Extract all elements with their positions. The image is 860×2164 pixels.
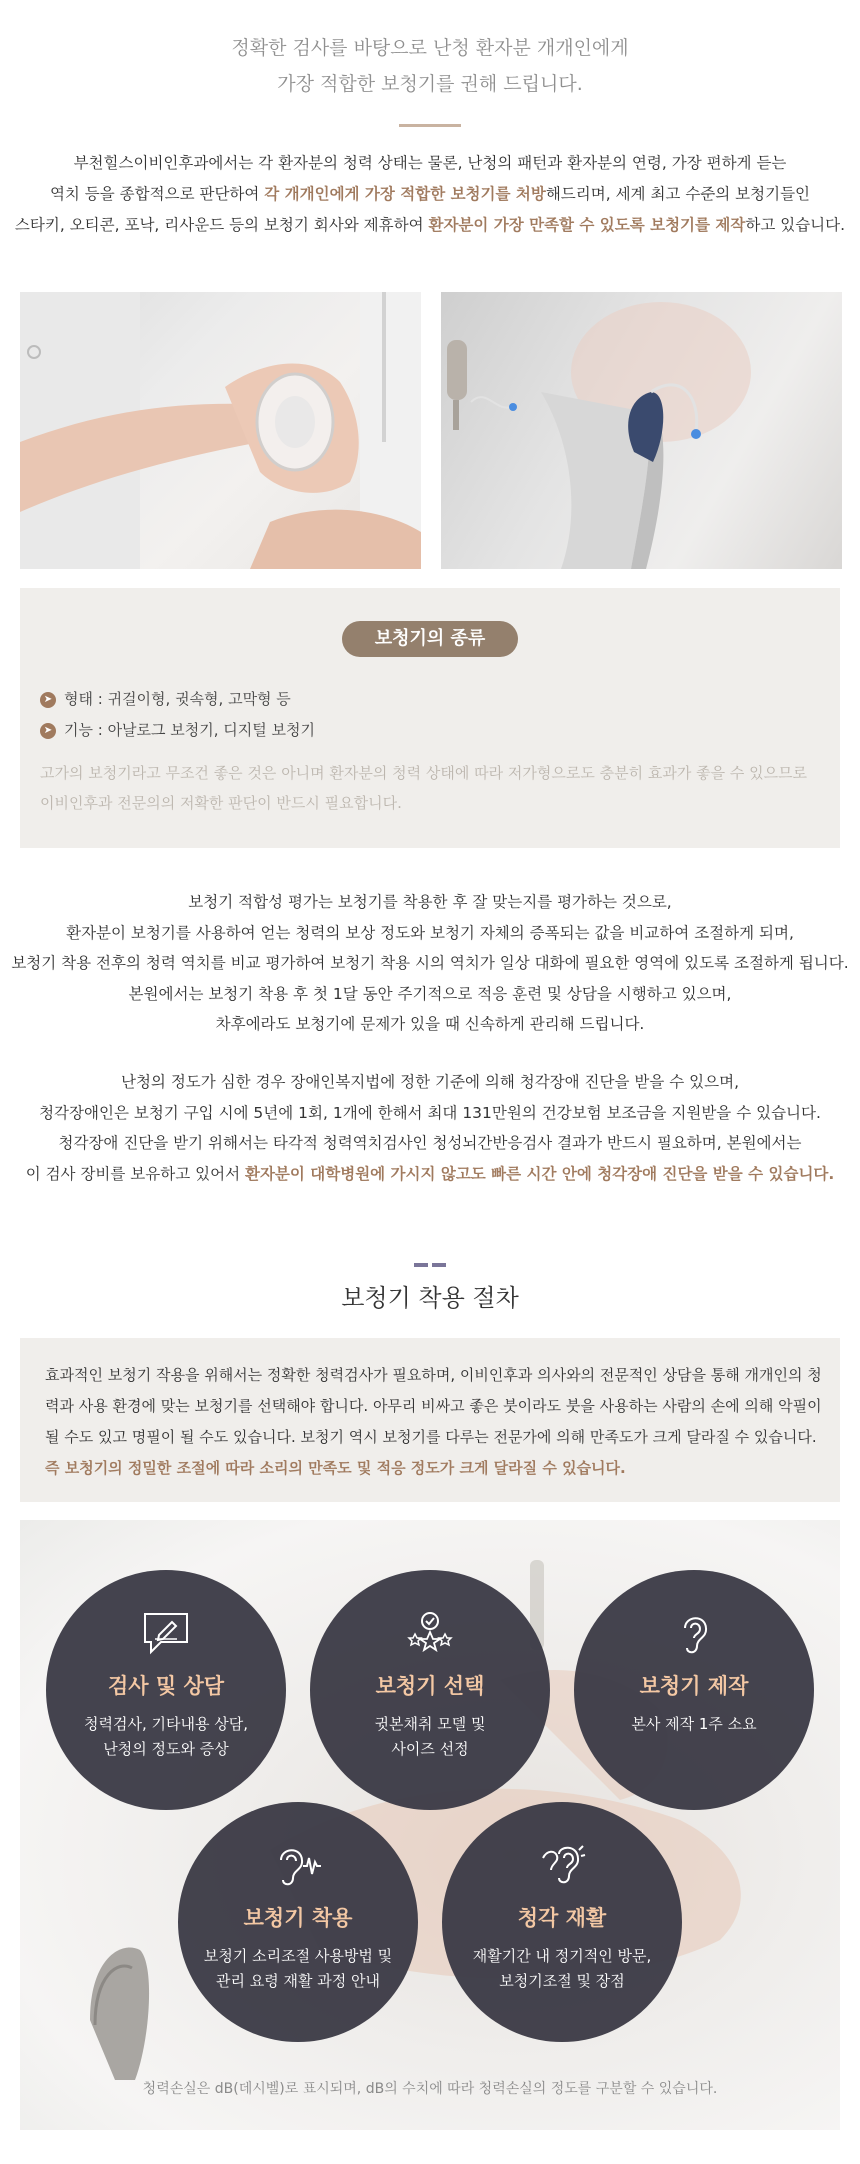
step-desc bbox=[178, 1944, 418, 1994]
hearing-aid-types-box bbox=[20, 588, 840, 848]
step-circle bbox=[310, 1570, 550, 1810]
step-circle bbox=[442, 1802, 682, 2042]
step-desc-line: 재활기간 내 정기적인 방문, bbox=[472, 1947, 652, 1965]
paragraph-text: 이 검사 장비를 보유하고 있어서 bbox=[25, 1164, 245, 1183]
step-desc bbox=[46, 1712, 286, 1762]
intro-text: 해드리며, 세계 최고 수준의 보청기들인 bbox=[545, 185, 811, 203]
step-circle bbox=[178, 1802, 418, 2042]
step-title: 청각 재활 bbox=[517, 1906, 607, 1930]
intro-highlight: 환자분이 가장 만족할 수 있도록 보청기를 제작 bbox=[428, 216, 746, 234]
intro-text: 스타키, 오티콘, 포낙, 리사운드 등의 보청기 회사와 제휴하여 bbox=[14, 216, 429, 234]
procedure-body: 효과적인 보청기 작용을 위해서는 정확한 청력검사가 필요하며, 이비인후과 의사와의 전문적인 상담을 통해 개개인의 청력과 사용 환경에 맞는 보청기를 선택해야 합니다. 아무리 비싸고 좋은 붓이라도 붓을 사용하는 사람의 손에 의해 악필이 될 수도 있고 명필이 될 수도 있습니다. 보청기 역시 보청기를 다루는 전문가에 의해 만족도가 크게 달라질 수 있습니다. bbox=[45, 1366, 822, 1446]
step-circle bbox=[46, 1570, 286, 1810]
procedure-title: 보청기 착용 절차 bbox=[341, 1284, 519, 1312]
support-paragraph bbox=[0, 1067, 860, 1189]
intro-body-line bbox=[0, 210, 860, 241]
step-circle bbox=[574, 1570, 814, 1810]
rating-stars-icon bbox=[405, 1608, 455, 1658]
step-title: 보청기 선택 bbox=[375, 1674, 485, 1698]
step-desc-line: 청력검사, 기타내용 상담, bbox=[84, 1715, 248, 1733]
type-item bbox=[40, 688, 291, 710]
procedure-box bbox=[20, 1338, 840, 1502]
chat-edit-icon bbox=[141, 1608, 191, 1658]
step-desc bbox=[310, 1712, 550, 1762]
intro-title bbox=[0, 30, 860, 102]
intro-body bbox=[0, 148, 860, 241]
hands-ear-mold-illustration bbox=[20, 292, 421, 569]
ear-rehab-icon bbox=[537, 1840, 587, 1890]
step-desc bbox=[574, 1712, 814, 1737]
paragraph-line: 보청기 적합성 평가는 보청기를 착용한 후 잘 맞는지를 평가하는 것으로, bbox=[188, 893, 672, 911]
step-desc-line: 귓본채취 모델 및 bbox=[374, 1715, 486, 1733]
hearing-wave-icon bbox=[273, 1840, 323, 1890]
intro-text: 역치 등을 종합적으로 판단하여 bbox=[49, 185, 265, 203]
hearing-aid-stand-illustration bbox=[441, 292, 842, 569]
paragraph-line: 보청기 착용 전후의 청력 역치를 비교 평가하여 보청기 착용 시의 역치가 일상 대화에 필요한 영역에 있도록 조절하게 됩니다. bbox=[11, 954, 849, 972]
intro-highlight: 각 개개인에게 가장 적합한 보청기를 처방 bbox=[264, 185, 546, 203]
step-title: 보청기 제작 bbox=[639, 1674, 749, 1698]
type-item bbox=[40, 719, 315, 741]
procedure-steps bbox=[20, 1520, 840, 2130]
section-mark bbox=[432, 1263, 446, 1267]
types-note-line: 이비인후과 전문의의 저확한 판단이 반드시 필요합니다. bbox=[40, 794, 402, 812]
paragraph-line: 환자분이 보청기를 사용하여 얻는 청력의 보상 정도와 보청기 자체의 증폭되는 값을 비교하여 조절하게 되며, bbox=[66, 923, 794, 942]
types-note bbox=[40, 758, 820, 818]
photo-hearing-aid bbox=[441, 292, 842, 569]
intro-divider bbox=[399, 124, 461, 127]
procedure-text bbox=[45, 1360, 825, 1484]
paragraph-highlight: 환자분이 대학병원에 가시지 않고도 빠른 시간 안에 청각장애 진단을 받을 수 있습니다. bbox=[244, 1164, 835, 1183]
paragraph-line: 청각장애 진단을 받기 위해서는 타각적 청력역치검사인 청성뇌간반응검사 결과가 반드시 필요하며, 본원에서는 bbox=[58, 1134, 802, 1152]
type-item-label: 형태 : 귀걸이형, 귓속형, 고막형 등 bbox=[64, 690, 291, 708]
step-desc-line: 사이즈 선정 bbox=[391, 1740, 469, 1758]
step-desc-line: 보청기 소리조절 사용방법 및 bbox=[203, 1947, 393, 1965]
photo-ear-mold bbox=[20, 292, 421, 569]
step-desc-line: 관리 요령 재활 과정 안내 bbox=[216, 1972, 380, 1990]
step-title: 보청기 착용 bbox=[243, 1906, 353, 1930]
steps-footer-note: 청력손실은 dB(데시벨)로 표시되며, dB의 수치에 따라 청력손실의 정도를 구분할 수 있습니다. bbox=[142, 2081, 718, 2097]
intro-body-line: 부천힐스이비인후과에서는 각 환자분의 청력 상태는 물론, 난청의 패턴과 환자분의 연령, 가장 편하게 듣는 bbox=[73, 154, 787, 172]
section-mark bbox=[414, 1263, 428, 1267]
paragraph-line: 청각장애인은 보청기 구입 시에 5년에 1회, 1개에 한해서 최대 131만원의 건강보험 보조금을 지원받을 수 있습니다. bbox=[39, 1103, 821, 1122]
intro-body-line bbox=[0, 179, 860, 210]
ear-icon bbox=[669, 1608, 719, 1658]
paragraph-line bbox=[0, 1159, 860, 1190]
fitting-paragraph bbox=[0, 887, 860, 1040]
step-desc-line: 난청의 정도와 증상 bbox=[103, 1740, 229, 1758]
paragraph-line: 차후에라도 보청기에 문제가 있을 때 신속하게 관리해 드립니다. bbox=[215, 1015, 645, 1033]
step-desc-line: 보청기조절 및 장점 bbox=[499, 1972, 625, 1990]
step-title: 검사 및 상담 bbox=[107, 1674, 225, 1698]
intro-text: 하고 있습니다. bbox=[745, 216, 846, 234]
paragraph-line: 난청의 정도가 심한 경우 장애인복지법에 정한 기준에 의해 청각장애 진단을 받을 수 있으며, bbox=[120, 1073, 740, 1091]
intro-title-line: 가장 적합한 보청기를 권해 드립니다. bbox=[277, 73, 583, 95]
arrow-right-icon: ➤ bbox=[40, 692, 56, 708]
types-heading: 보청기의 종류 bbox=[342, 621, 518, 657]
paragraph-line: 본원에서는 보청기 착용 후 첫 1달 동안 주기적으로 적응 훈련 및 상담을 시행하고 있으며, bbox=[128, 984, 732, 1003]
procedure-highlight: 즉 보청기의 정밀한 조절에 따라 소리의 만족도 및 적응 정도가 크게 달라질 수 있습니다. bbox=[45, 1459, 626, 1477]
step-desc bbox=[442, 1944, 682, 1994]
step-desc-line: 본사 제작 1주 소요 bbox=[631, 1715, 757, 1733]
arrow-right-icon: ➤ bbox=[40, 723, 56, 739]
intro-title-line: 정확한 검사를 바탕으로 난청 환자분 개개인에게 bbox=[231, 37, 629, 59]
type-item-label: 기능 : 아날로그 보청기, 디지털 보청기 bbox=[64, 721, 316, 739]
types-note-line: 고가의 보청기라고 무조건 좋은 것은 아니며 환자분의 청력 상태에 따라 저가형으로도 충분히 효과가 좋을 수 있으므로 bbox=[40, 764, 808, 782]
